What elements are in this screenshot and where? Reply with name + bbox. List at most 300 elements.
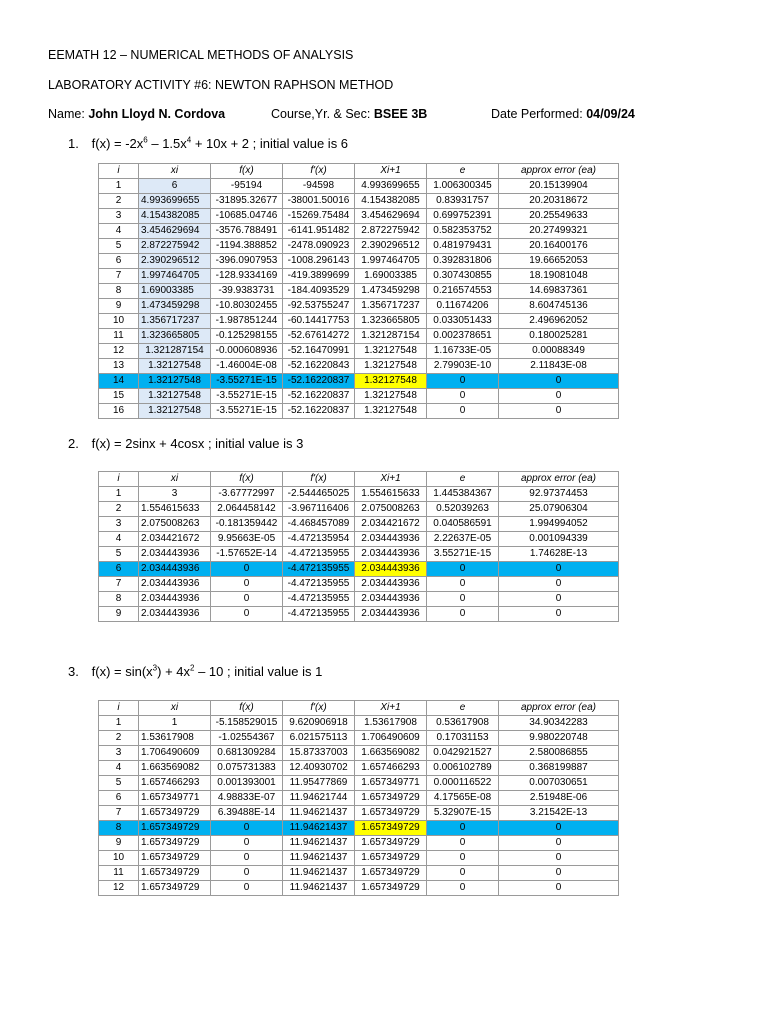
table-cell: -184.4093529 xyxy=(283,284,355,299)
course-field xyxy=(271,107,427,121)
table-cell: 2.79903E-10 xyxy=(427,359,499,374)
table-cell: 1.657349729 xyxy=(139,866,211,881)
equation-part: – 10 ; initial value is 1 xyxy=(194,664,323,679)
table-cell: 0 xyxy=(427,836,499,851)
table-row xyxy=(99,284,619,299)
problem-number: 1. xyxy=(68,136,79,151)
column-header: approx error (ea) xyxy=(499,164,619,179)
table-cell: -3.67772997 xyxy=(211,487,283,502)
table-cell: 1.663569082 xyxy=(355,746,427,761)
table-cell: -38001.50016 xyxy=(283,194,355,209)
table-cell: 1.473459298 xyxy=(355,284,427,299)
table-cell: 12 xyxy=(99,344,139,359)
table-row xyxy=(99,716,619,731)
table-cell: 4.993699655 xyxy=(139,194,211,209)
table-cell: 0 xyxy=(499,374,619,389)
table-row xyxy=(99,374,619,389)
table-row xyxy=(99,502,619,517)
column-header: f'(x) xyxy=(283,701,355,716)
table-cell: -4.472135955 xyxy=(283,562,355,577)
problem-1-statement xyxy=(68,136,348,151)
table-cell: 0 xyxy=(499,836,619,851)
equation-part: + 10x + 2 ; initial value is 6 xyxy=(191,136,349,151)
table-row xyxy=(99,746,619,761)
table-cell: 1.657349729 xyxy=(355,866,427,881)
table-cell: 4.154382085 xyxy=(355,194,427,209)
table-cell: 13 xyxy=(99,359,139,374)
column-header: Xi+1 xyxy=(355,472,427,487)
table-row xyxy=(99,577,619,592)
table-cell: 1.554615633 xyxy=(355,487,427,502)
table-cell: 1.32127548 xyxy=(139,389,211,404)
equation-part: f(x) = sin(x xyxy=(91,664,153,679)
table-cell: -4.472135955 xyxy=(283,607,355,622)
table-cell: 11.95477869 xyxy=(283,776,355,791)
table-cell: 11 xyxy=(99,866,139,881)
table-cell: 0.368199887 xyxy=(499,761,619,776)
table-cell: 15 xyxy=(99,389,139,404)
table-cell: 0.001094339 xyxy=(499,532,619,547)
table-row xyxy=(99,866,619,881)
table-cell: 2.064458142 xyxy=(211,502,283,517)
table-cell: 2.034443936 xyxy=(355,592,427,607)
table-cell: -52.16220837 xyxy=(283,389,355,404)
table-cell: 1.53617908 xyxy=(139,731,211,746)
table-cell: 2.034443936 xyxy=(355,532,427,547)
table-cell: 1.32127548 xyxy=(139,374,211,389)
table-cell: 2 xyxy=(99,194,139,209)
table-cell: -4.472135955 xyxy=(283,592,355,607)
table-cell: -52.16220843 xyxy=(283,359,355,374)
table-cell: 1 xyxy=(99,716,139,731)
table-cell: 25.07906304 xyxy=(499,502,619,517)
table-cell: 8 xyxy=(99,284,139,299)
table-cell: 5 xyxy=(99,776,139,791)
table-cell: 0 xyxy=(499,404,619,419)
table-cell: -4.472135955 xyxy=(283,577,355,592)
table-cell: -6141.951482 xyxy=(283,224,355,239)
table-cell: -52.67614272 xyxy=(283,329,355,344)
table-cell: 2.390296512 xyxy=(355,239,427,254)
table-cell: 1 xyxy=(99,487,139,502)
table-cell: -3.967116406 xyxy=(283,502,355,517)
table-cell: 7 xyxy=(99,269,139,284)
equation-part: ) + 4x xyxy=(157,664,190,679)
name-value: John Lloyd N. Cordova xyxy=(88,107,226,121)
table-cell: 0.000116522 xyxy=(427,776,499,791)
table-row xyxy=(99,881,619,896)
table-cell: 1.657349729 xyxy=(355,791,427,806)
table-row xyxy=(99,389,619,404)
table-cell: 2.034443936 xyxy=(139,607,211,622)
table-cell: 0.83931757 xyxy=(427,194,499,209)
table-cell: 5.32907E-15 xyxy=(427,806,499,821)
table-cell: 2.034443936 xyxy=(355,547,427,562)
table-cell: 1.657349771 xyxy=(139,791,211,806)
table-cell: 0 xyxy=(211,607,283,622)
table-cell: 20.25549633 xyxy=(499,209,619,224)
table-cell: 1.657349729 xyxy=(355,806,427,821)
equation-part: f(x) = -2x xyxy=(91,136,144,151)
table-cell: 4.993699655 xyxy=(355,179,427,194)
table-cell: 20.20318672 xyxy=(499,194,619,209)
table-cell: 0.040586591 xyxy=(427,517,499,532)
table-cell: 1.32127548 xyxy=(355,344,427,359)
table-row xyxy=(99,314,619,329)
table-cell: 1.997464705 xyxy=(139,269,211,284)
table-cell: 12 xyxy=(99,881,139,896)
table-row xyxy=(99,607,619,622)
table-header-row xyxy=(99,472,619,487)
table-cell: 0.681309284 xyxy=(211,746,283,761)
table-cell: 2.034443936 xyxy=(355,577,427,592)
table-cell: -52.16220837 xyxy=(283,374,355,389)
table-cell: 0 xyxy=(499,866,619,881)
table-cell: 34.90342283 xyxy=(499,716,619,731)
table-cell: -0.125298155 xyxy=(211,329,283,344)
table-cell: 0.180025281 xyxy=(499,329,619,344)
table-cell: 0 xyxy=(499,592,619,607)
table-cell: 5 xyxy=(99,547,139,562)
table-cell: 1.32127548 xyxy=(355,374,427,389)
name-field xyxy=(48,107,225,121)
exponent: 3 xyxy=(152,663,158,673)
table-cell: 10 xyxy=(99,851,139,866)
table-cell: 0 xyxy=(499,821,619,836)
table-cell: 2.11843E-08 xyxy=(499,359,619,374)
table-cell: 1.53617908 xyxy=(355,716,427,731)
table-cell: -2.544465025 xyxy=(283,487,355,502)
exponent: 2 xyxy=(190,663,195,673)
table-cell: 2.51948E-06 xyxy=(499,791,619,806)
table-cell: -95194 xyxy=(211,179,283,194)
table-cell: 1.706490609 xyxy=(139,746,211,761)
table-cell: -1.57652E-14 xyxy=(211,547,283,562)
table-cell: 0.53617908 xyxy=(427,716,499,731)
table-row xyxy=(99,209,619,224)
table-cell: -4.468457089 xyxy=(283,517,355,532)
table-cell: 1.657349729 xyxy=(139,836,211,851)
table-cell: 2 xyxy=(99,731,139,746)
table-cell: 6 xyxy=(139,179,211,194)
date-value: 04/09/24 xyxy=(586,107,635,121)
table-cell: -0.181359442 xyxy=(211,517,283,532)
table-cell: 0 xyxy=(427,881,499,896)
column-header: i xyxy=(99,164,139,179)
table-row xyxy=(99,592,619,607)
table-cell: -52.16220837 xyxy=(283,404,355,419)
table-cell: 5 xyxy=(99,239,139,254)
table-row xyxy=(99,194,619,209)
table-cell: 8 xyxy=(99,821,139,836)
table-cell: 4.17565E-08 xyxy=(427,791,499,806)
table-cell: 2.075008263 xyxy=(139,517,211,532)
table-cell: 6 xyxy=(99,562,139,577)
table-row xyxy=(99,851,619,866)
table-cell: 0 xyxy=(427,866,499,881)
table-cell: 9 xyxy=(99,607,139,622)
course-title: EEMATH 12 – NUMERICAL METHODS OF ANALYSIS xyxy=(48,48,354,62)
table-row xyxy=(99,487,619,502)
table-cell: 1.554615633 xyxy=(139,502,211,517)
table-cell: 1.997464705 xyxy=(355,254,427,269)
table-cell: 20.27499321 xyxy=(499,224,619,239)
column-header: f'(x) xyxy=(283,472,355,487)
table-cell: 20.15139904 xyxy=(499,179,619,194)
table-cell: 0 xyxy=(427,374,499,389)
table-row xyxy=(99,329,619,344)
table-row xyxy=(99,776,619,791)
table-cell: 10 xyxy=(99,314,139,329)
table-cell: -10.80302455 xyxy=(211,299,283,314)
table-cell: 0 xyxy=(427,562,499,577)
table-row xyxy=(99,299,619,314)
table-cell: 0.001393001 xyxy=(211,776,283,791)
table-cell: -1.02554367 xyxy=(211,731,283,746)
table-cell: -39.9383731 xyxy=(211,284,283,299)
table-row xyxy=(99,806,619,821)
table-cell: 3.21542E-13 xyxy=(499,806,619,821)
table-cell: 1 xyxy=(99,179,139,194)
table-cell: 6 xyxy=(99,791,139,806)
table-cell: -31895.32677 xyxy=(211,194,283,209)
table-cell: 19.66652053 xyxy=(499,254,619,269)
table-cell: -1.46004E-08 xyxy=(211,359,283,374)
table-cell: 1.657349729 xyxy=(139,881,211,896)
table-cell: 0.216574553 xyxy=(427,284,499,299)
table-cell: 1.657349729 xyxy=(139,806,211,821)
column-header: f(x) xyxy=(211,472,283,487)
table-cell: 1.32127548 xyxy=(139,359,211,374)
table-row xyxy=(99,532,619,547)
table-cell: 2.034443936 xyxy=(139,562,211,577)
table-cell: 11.94621437 xyxy=(283,851,355,866)
table-cell: 0.17031153 xyxy=(427,731,499,746)
table-cell: -10685.04746 xyxy=(211,209,283,224)
table-cell: 0.007030651 xyxy=(499,776,619,791)
table-cell: 0 xyxy=(499,389,619,404)
table-cell: 0 xyxy=(427,592,499,607)
table-cell: 2.390296512 xyxy=(139,254,211,269)
column-header: approx error (ea) xyxy=(499,701,619,716)
table-cell: 0 xyxy=(211,821,283,836)
table-cell: 18.19081048 xyxy=(499,269,619,284)
table-cell: 1.657466293 xyxy=(355,761,427,776)
table-cell: 0 xyxy=(211,592,283,607)
table-cell: 0.042921527 xyxy=(427,746,499,761)
table-header-row xyxy=(99,701,619,716)
table-cell: 2.034421672 xyxy=(139,532,211,547)
table-cell: 0.075731383 xyxy=(211,761,283,776)
table-cell: 7 xyxy=(99,577,139,592)
exponent: 4 xyxy=(186,135,192,145)
table-row xyxy=(99,254,619,269)
table-cell: 1.657349729 xyxy=(355,851,427,866)
table-cell: 2.034421672 xyxy=(355,517,427,532)
table-header-row xyxy=(99,164,619,179)
course-label: Course,Yr. & Sec: xyxy=(271,107,371,121)
table-cell: 1.006300345 xyxy=(427,179,499,194)
exponent: 6 xyxy=(143,135,148,145)
table-cell: -15269.75484 xyxy=(283,209,355,224)
table-cell: -419.3899699 xyxy=(283,269,355,284)
table-cell: 1 xyxy=(139,716,211,731)
table-row xyxy=(99,791,619,806)
column-header: xi xyxy=(139,701,211,716)
table-cell: 2 xyxy=(99,502,139,517)
table-cell: 0 xyxy=(499,881,619,896)
table-cell: 0.392831806 xyxy=(427,254,499,269)
table-cell: 0 xyxy=(211,836,283,851)
equation-part: – 1.5x xyxy=(147,136,187,151)
table-cell: 4 xyxy=(99,224,139,239)
table-cell: 3 xyxy=(99,746,139,761)
table-cell: 3 xyxy=(139,487,211,502)
table-cell: 0.582353752 xyxy=(427,224,499,239)
table-cell: 0 xyxy=(427,389,499,404)
table-cell: 92.97374453 xyxy=(499,487,619,502)
column-header: e xyxy=(427,701,499,716)
table-cell: 14 xyxy=(99,374,139,389)
table-cell: -52.16470991 xyxy=(283,344,355,359)
table-cell: 9 xyxy=(99,299,139,314)
table-cell: 8.604745136 xyxy=(499,299,619,314)
table-cell: 0 xyxy=(211,881,283,896)
table-cell: -2478.090923 xyxy=(283,239,355,254)
table-cell: 1.657349771 xyxy=(355,776,427,791)
table-cell: 7 xyxy=(99,806,139,821)
table-cell: 0.00088349 xyxy=(499,344,619,359)
table-cell: 1.657349729 xyxy=(355,881,427,896)
table-cell: 1.69003385 xyxy=(139,284,211,299)
table-cell: 1.323665805 xyxy=(355,314,427,329)
table-cell: 1.657349729 xyxy=(139,851,211,866)
table-cell: 11.94621437 xyxy=(283,821,355,836)
table-cell: 1.657466293 xyxy=(139,776,211,791)
table-cell: 0.481979431 xyxy=(427,239,499,254)
table-cell: 0.699752391 xyxy=(427,209,499,224)
column-header: f(x) xyxy=(211,701,283,716)
table-cell: 11.94621437 xyxy=(283,836,355,851)
table-cell: -396.0907953 xyxy=(211,254,283,269)
table-row xyxy=(99,269,619,284)
table-cell: 1.473459298 xyxy=(139,299,211,314)
table-cell: 0.307430855 xyxy=(427,269,499,284)
table-cell: 2.872275942 xyxy=(355,224,427,239)
table-cell: -4.472135955 xyxy=(283,547,355,562)
table-cell: 6.021575113 xyxy=(283,731,355,746)
column-header: f'(x) xyxy=(283,164,355,179)
table-row xyxy=(99,836,619,851)
table-cell: -3.55271E-15 xyxy=(211,389,283,404)
table-cell: 12.40930702 xyxy=(283,761,355,776)
date-label: Date Performed: xyxy=(491,107,583,121)
table-cell: 0 xyxy=(427,404,499,419)
table-cell: -0.000608936 xyxy=(211,344,283,359)
column-header: i xyxy=(99,472,139,487)
table-cell: 0.033051433 xyxy=(427,314,499,329)
table-cell: 16 xyxy=(99,404,139,419)
table-cell: 8 xyxy=(99,592,139,607)
table-cell: 20.16400176 xyxy=(499,239,619,254)
table-cell: 2.034443936 xyxy=(139,592,211,607)
table-cell: 6 xyxy=(99,254,139,269)
table-cell: 9.980220748 xyxy=(499,731,619,746)
table-cell: 0 xyxy=(427,851,499,866)
table-cell: 1.32127548 xyxy=(139,404,211,419)
table-cell: 1.323665805 xyxy=(139,329,211,344)
table-cell: 0 xyxy=(211,851,283,866)
table-cell: 4 xyxy=(99,532,139,547)
problem-number: 3. xyxy=(68,664,79,679)
iteration-table-2 xyxy=(98,471,619,622)
table-cell: 9.95663E-05 xyxy=(211,532,283,547)
column-header: xi xyxy=(139,164,211,179)
table-row xyxy=(99,761,619,776)
table-cell: 1.994994052 xyxy=(499,517,619,532)
table-cell: -92.53755247 xyxy=(283,299,355,314)
table-cell: 3 xyxy=(99,209,139,224)
table-row xyxy=(99,239,619,254)
table-cell: 2.580086855 xyxy=(499,746,619,761)
table-cell: 1.706490609 xyxy=(355,731,427,746)
column-header: Xi+1 xyxy=(355,164,427,179)
table-row xyxy=(99,359,619,374)
equation-part: f(x) = 2sinx + 4cosx ; initial value is 3 xyxy=(91,436,304,451)
table-cell: 0.002378651 xyxy=(427,329,499,344)
table-row xyxy=(99,344,619,359)
column-header: approx error (ea) xyxy=(499,472,619,487)
table-cell: 0 xyxy=(211,866,283,881)
table-cell: -3.55271E-15 xyxy=(211,404,283,419)
table-cell: 0 xyxy=(427,607,499,622)
table-cell: 1.16733E-05 xyxy=(427,344,499,359)
table-cell: 1.356717237 xyxy=(139,314,211,329)
table-cell: -4.472135954 xyxy=(283,532,355,547)
table-cell: 4.98833E-07 xyxy=(211,791,283,806)
table-cell: -1.987851244 xyxy=(211,314,283,329)
problem-2-statement xyxy=(68,436,303,451)
table-row xyxy=(99,821,619,836)
table-cell: 1.356717237 xyxy=(355,299,427,314)
table-cell: 0.11674206 xyxy=(427,299,499,314)
table-cell: 4 xyxy=(99,761,139,776)
table-cell: 0 xyxy=(499,607,619,622)
table-cell: 3 xyxy=(99,517,139,532)
table-cell: -1194.388852 xyxy=(211,239,283,254)
table-cell: 1.445384367 xyxy=(427,487,499,502)
table-cell: 11 xyxy=(99,329,139,344)
column-header: e xyxy=(427,164,499,179)
column-header: e xyxy=(427,472,499,487)
table-cell: 3.55271E-15 xyxy=(427,547,499,562)
table-row xyxy=(99,547,619,562)
table-cell: -5.158529015 xyxy=(211,716,283,731)
table-cell: 9 xyxy=(99,836,139,851)
table-cell: 9.620906918 xyxy=(283,716,355,731)
table-cell: 6.39488E-14 xyxy=(211,806,283,821)
table-cell: 3.454629694 xyxy=(139,224,211,239)
table-cell: 2.872275942 xyxy=(139,239,211,254)
table-cell: 2.034443936 xyxy=(139,577,211,592)
table-cell: 2.22637E-05 xyxy=(427,532,499,547)
table-cell: 1.69003385 xyxy=(355,269,427,284)
problem-3-statement xyxy=(68,664,322,679)
course-value: BSEE 3B xyxy=(373,107,428,121)
table-cell: 1.657349729 xyxy=(355,821,427,836)
table-cell: 15.87337003 xyxy=(283,746,355,761)
column-header: xi xyxy=(139,472,211,487)
